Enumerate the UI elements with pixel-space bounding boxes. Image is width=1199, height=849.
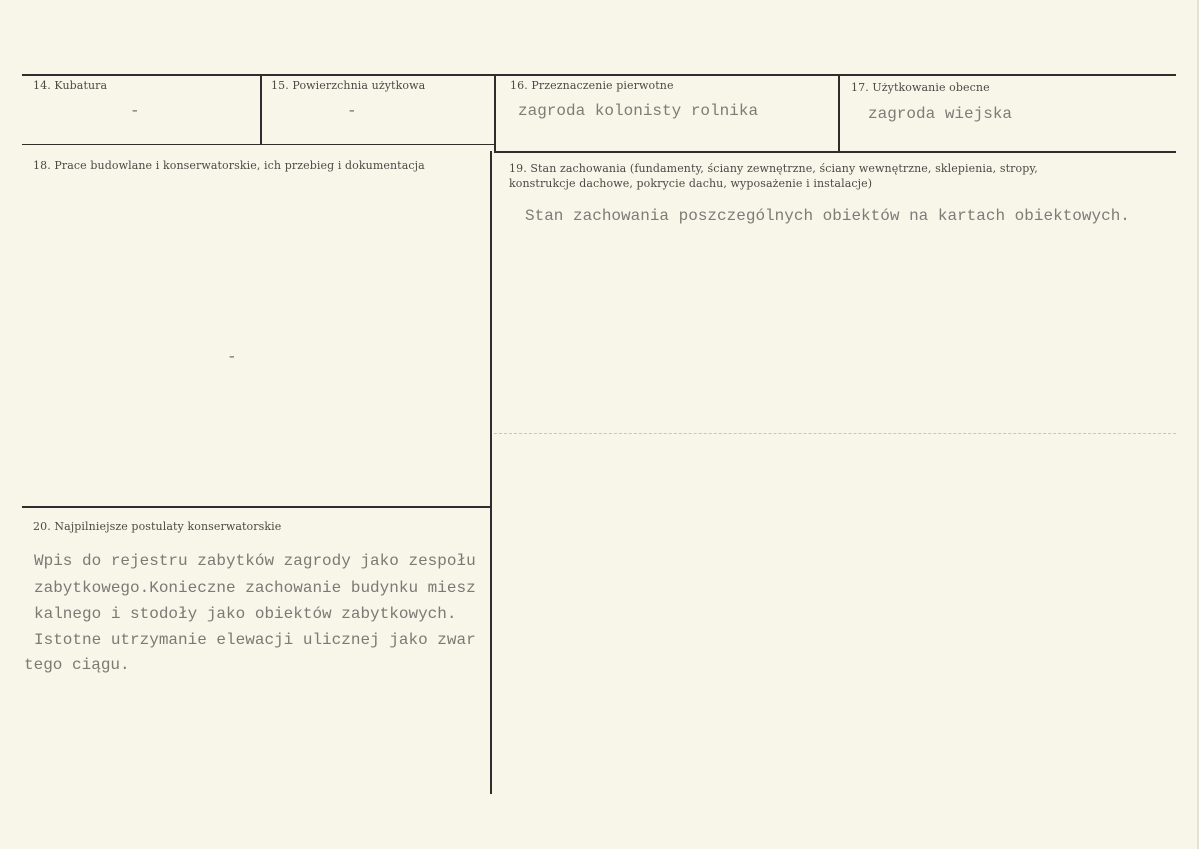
field-20-label: 20. Najpilniejsze postulaty konserwatorskie	[33, 520, 282, 533]
field-20-line: tego ciągu.	[24, 656, 130, 674]
field-20-line: zabytkowego.Konieczne zachowanie budynku miesz	[34, 579, 476, 597]
field-19-label-line2: konstrukcje dachowe, pokrycie dachu, wyposażenie i instalacje)	[509, 177, 873, 190]
row1-bottom-line	[22, 144, 494, 145]
field-18-value: -	[227, 348, 237, 366]
field-19-label-line1: 19. Stan zachowania (fundamenty, ściany zewnętrzne, ściany wewnętrzne, sklepienia, stropy,	[509, 162, 1038, 175]
field-20-line: kalnego i stodoły jako obiektów zabytkowych.	[34, 605, 457, 623]
top-border-line	[22, 74, 1176, 76]
field-15-label: 15. Powierzchnia użytkowa	[271, 79, 426, 92]
divider-left-right	[490, 151, 492, 794]
field-18-label: 18. Prace budowlane i konserwatorskie, ich przebieg i dokumentacja	[33, 159, 425, 172]
divider-16-17	[838, 74, 840, 151]
field-14-value: -	[130, 102, 140, 120]
divider-15-16	[494, 74, 496, 151]
field-15-value: -	[347, 102, 357, 120]
field-17-value: zagroda wiejska	[868, 105, 1013, 123]
row1-bottom-line-right	[494, 151, 1176, 153]
field-20-line: Istotne utrzymanie elewacji ulicznej jako zwar	[34, 631, 476, 649]
field-20-line: Wpis do rejestru zabytków zagrody jako zespołu	[34, 552, 476, 570]
field-16-value: zagroda kolonisty rolnika	[518, 102, 759, 120]
faint-trace-line	[494, 433, 1176, 435]
field-16-label: 16. Przeznaczenie pierwotne	[510, 79, 674, 92]
divider-18-20	[22, 506, 491, 508]
field-17-label: 17. Użytkowanie obecne	[851, 81, 990, 94]
field-14-label: 14. Kubatura	[33, 79, 108, 92]
field-19-value: Stan zachowania poszczególnych obiektów na kartach obiektowych.	[525, 207, 1130, 225]
divider-14-15	[260, 74, 262, 145]
